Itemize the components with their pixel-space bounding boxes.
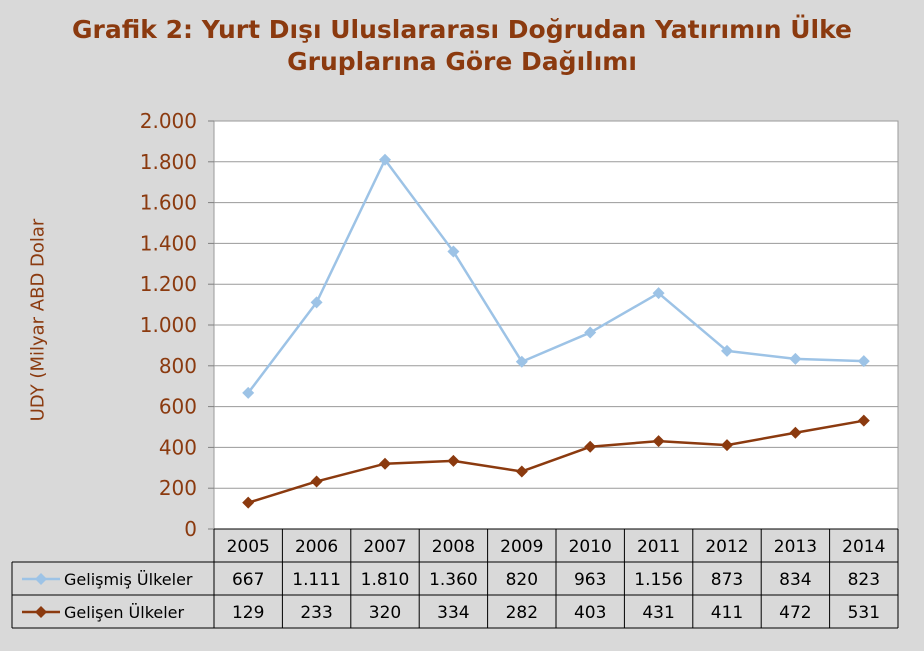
data-label: 1.360 bbox=[429, 570, 478, 590]
y-tick-label: 2.000 bbox=[139, 109, 197, 133]
x-tick-label: 2014 bbox=[842, 537, 886, 557]
legend-label: Gelişmiş Ülkeler bbox=[64, 570, 193, 589]
data-label: 472 bbox=[779, 603, 812, 623]
legend-label: Gelişen Ülkeler bbox=[64, 603, 185, 622]
x-tick-label: 2010 bbox=[568, 537, 612, 557]
data-label: 873 bbox=[710, 570, 744, 590]
x-tick-label: 2012 bbox=[705, 537, 749, 557]
data-label: 282 bbox=[505, 603, 539, 623]
y-tick-label: 400 bbox=[158, 435, 197, 460]
chart-title-line-1: Grafik 2: Yurt Dışı Uluslararası Doğrudan Yatırımın Ülke bbox=[72, 15, 852, 44]
x-tick-label: 2013 bbox=[773, 537, 818, 557]
data-label: 963 bbox=[573, 570, 607, 590]
y-tick-label: 0 bbox=[184, 517, 197, 541]
data-label: 667 bbox=[231, 570, 265, 590]
data-label: 820 bbox=[505, 570, 539, 590]
data-label: 233 bbox=[300, 603, 333, 623]
data-label: 834 bbox=[779, 570, 812, 590]
data-label: 403 bbox=[573, 603, 607, 623]
legend-marker bbox=[35, 573, 47, 585]
y-tick-label: 1.200 bbox=[139, 272, 197, 297]
y-tick-label: 800 bbox=[158, 353, 197, 378]
x-tick-label: 2006 bbox=[294, 537, 339, 557]
y-tick-label: 1.000 bbox=[139, 313, 197, 337]
y-tick-label: 600 bbox=[158, 394, 197, 419]
x-tick-label: 2008 bbox=[431, 537, 476, 557]
data-label: 1.111 bbox=[292, 570, 341, 590]
y-tick-label: 200 bbox=[158, 476, 197, 501]
data-label: 129 bbox=[231, 603, 265, 623]
x-tick-label: 2009 bbox=[500, 537, 544, 557]
data-label: 823 bbox=[847, 570, 881, 590]
x-tick-label: 2005 bbox=[226, 537, 270, 557]
chart-title-line-2: Gruplarına Göre Dağılımı bbox=[287, 47, 637, 76]
x-tick-label: 2011 bbox=[636, 537, 681, 557]
data-label: 1.810 bbox=[360, 570, 410, 590]
y-tick-label: 1.600 bbox=[139, 190, 197, 215]
data-label: 334 bbox=[437, 603, 470, 623]
data-label: 1.156 bbox=[634, 570, 683, 590]
y-axis-label: UDY (Milyar ABD Dolar bbox=[27, 218, 49, 422]
data-label: 411 bbox=[710, 603, 744, 623]
x-tick-label: 2007 bbox=[363, 537, 407, 557]
data-label: 320 bbox=[368, 603, 402, 623]
data-label: 531 bbox=[847, 603, 881, 623]
y-tick-label: 1.800 bbox=[139, 149, 197, 174]
y-tick-label: 1.400 bbox=[139, 231, 197, 256]
legend-marker bbox=[35, 606, 47, 618]
data-label: 431 bbox=[642, 603, 675, 623]
